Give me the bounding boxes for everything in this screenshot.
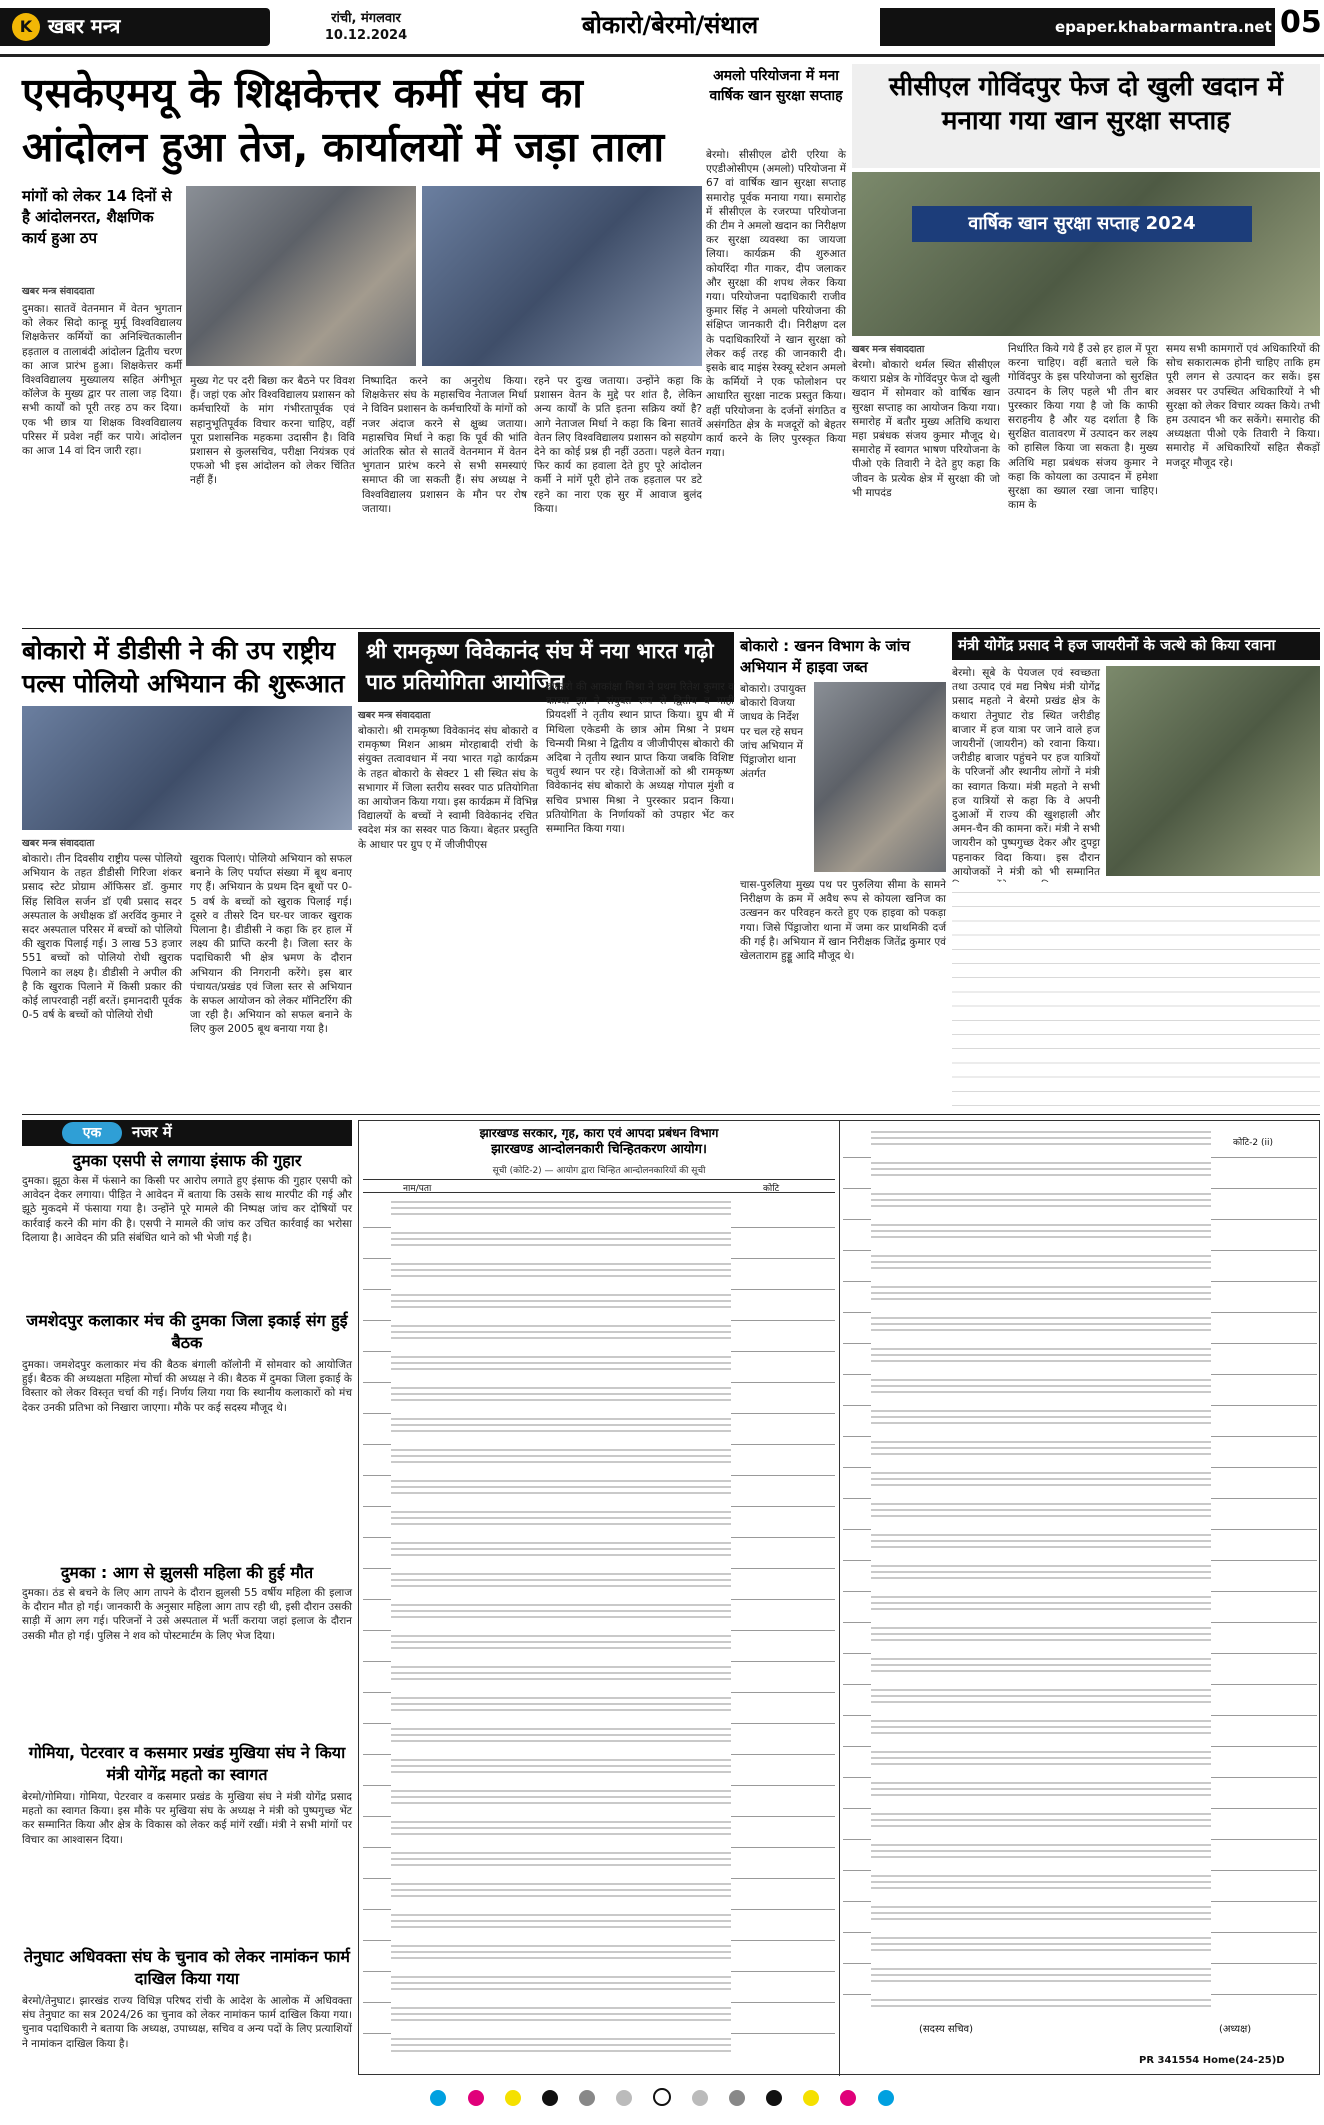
notice-col-name: नाम/पता bbox=[403, 1184, 432, 1194]
ramakrishna-para-1: बोकारो। श्री रामकृष्ण विवेकानंद संघ बोकारो व रामकृष्ण मिशन आश्रम मोरहाबादी रांची के संयुक्त तत्वावधान में नया भारत गढ़ो कार्यक्रम के तहत बोकारो के सेक्टर 1 सी स्थित संघ के सभागार में जिला स्तरीय सस्वर पाठ प्रतियोगिता का आयोजन किया गया। इस कार्यक्रम में विभिन्न विद्यालयों के बच्चों ने स्वामी विवेकानंद रचित स्वदेश मंत्र का सस्वर पाठ किया। बेहतर प्रस्तुति के आधार पर ग्रुप ए में जीजीपीएस bbox=[358, 725, 538, 851]
lead-byline: खबर मन्त्र संवाददाता bbox=[22, 286, 95, 297]
nazar-item-title: गोमिया, पेटरवार व कसमार प्रखंड मुखिया संघ ने किया मंत्री योगेंद्र महतो का स्वागत bbox=[28, 1743, 346, 1784]
nazar-item-body: दुमका। ठंड से बचने के लिए आग तापने के दौरान झुलसी 55 वर्षीय महिला की इलाज के दौरान मौत हो गई। जानकारी के अनुसार महिला आग ताप रही थी, इसी दौरान उसकी साड़ी में आग लग गई। परिजनों ने उसे अस्पताल में भर्ती कराया जहां इलाज के दौरान उसकी मौत हो गई। पुलिस ने शव को पोस्टमार्टम के लिए भेज दिया। bbox=[22, 1587, 352, 1642]
nazar-item-title: दुमका : आग से झुलसी महिला की हुई मौत bbox=[60, 1563, 314, 1582]
khanan-para-2: चास-पुरुलिया मुख्य पथ पर पुरुलिया सीमा के सामने निरीक्षण के क्रम में अवैध रूप से कोयला खनिज का उत्खनन कर परिवहन करते हुए एक हाइवा को पकड़ा गया। जिसे पिंड्राजोरा थाना में जमा कर प्राथमिकी दर्ज की गई है। अभियान में खान निरीक्षक जितेंद्र कुमार एवं खेलताराम हुड्डू आदि मौजूद थे। bbox=[740, 879, 946, 963]
khanan-para-1: बोकारो। उपायुक्त बोकारो विजया जाधव के निर्देश पर चल रहे सघन जांच अभियान में पिंड्राजोरा थाना अंतर्गत bbox=[740, 683, 806, 781]
ccl-photo-banner: वार्षिक खान सुरक्षा सप्ताह 2024 bbox=[912, 206, 1252, 242]
lead-photo-2 bbox=[422, 186, 702, 366]
lead-para-4: रहने पर दुःख जताया। उन्होंने कहा कि प्रशासन वेतन के मुद्दे पर शांत है, लेकिन अन्य कार्यों के प्रति इतना सक्रिय क्यों है? आगे नेताजल मिर्धा ने कहा कि बिना सातवें वेतन लिए विश्वविद्यालय प्रशासन को सहयोग देने का कोई प्रश्न ही नहीं उठता। पहले वेतन फिर कार्य का हवाला देते हुए पूरे आंदोलन कर्मी ने मांगें पूरी होने तक हड़ताल पर डटे रहने का नारा एक सुर में आवाज बुलंद किया। bbox=[534, 375, 702, 515]
logo-icon: K bbox=[12, 13, 40, 41]
masthead-bar-left bbox=[0, 8, 270, 46]
reg-dot bbox=[542, 2090, 558, 2106]
hajj-headline: मंत्री योगेंद्र प्रसाद ने हज जायरीनों के जत्थे को किया रवाना bbox=[958, 636, 1276, 654]
crosshair-icon bbox=[653, 2088, 671, 2106]
divider-row2 bbox=[22, 1114, 1320, 1115]
lead-para-1: दुमका। सातवें वेतनमान में वेतन भुगतान को लेकर सिदो कान्हू मुर्मू विश्वविद्यालय शिक्षकेत्तर कर्मियों का अनिश्चितकालीन हड़ताल व तालाबंदी आंदोलन द्वितीय चरण का आज प्रारंभ हुआ। शिक्षकेत्तर कर्मी विश्वविद्यालय मुख्यालय सहित अंगीभूत कॉलेज के मुख्य द्वार पर ताला जड़ दिया। सभी कार्यों को पूरी तरह ठप कर दिया। एक भी छात्र या शिक्षक विश्वविद्यालय परिसर में प्रवेश नहीं कर पाये। आंदोलन का आज 14 वां दिन जारी रहा। bbox=[22, 303, 182, 458]
reg-dot bbox=[803, 2090, 819, 2106]
issue-date: 10.12.2024 bbox=[324, 28, 408, 43]
notice-rows-left bbox=[363, 1197, 835, 2057]
nazar-item-body: बेरमो/गोमिया। गोमिया, पेटरवार व कसमार प्रखंड के मुखिया संघ ने मंत्री योगेंद्र प्रसाद महतो का स्वागत किया। इस मौके पर मुखिया संघ के अध्यक्ष ने मंत्री को पुष्पगुच्छ भेंट कर सम्मानित किया और क्षेत्र के विकास को लेकर कई मांगें रखीं। मंत्री ने सभी मांगों पर विचार का आश्वासन दिया। bbox=[22, 1791, 352, 1846]
reg-dot bbox=[505, 2090, 521, 2106]
reg-dot bbox=[430, 2090, 446, 2106]
ramakrishna-para-2: बोकारो की आकांक्षा मिश्रा ने प्रथम रितेश कुमार व काव्या झा ने संयुक्त रूप से द्वितीय व माही प्रियदर्शी ने तृतीय स्थान प्राप्त किया। ग्रुप बी में मिथिला एकेडमी के छात्र ओम मिश्रा ने प्रथम चिन्मयी मिश्रा ने द्वितीय व जीजीपीएस बोकारो की अदिबा ने तृतीय स्थान प्राप्त किया जबकि विशिष्ट चतुर्थ स्थान पर रहे। विजेताओं को श्री रामकृष्ण विवेकानंद संघ बोकारो के अध्यक्ष गोपाल मुंशी व सचिव प्रभास मिश्रा ने पुरस्कार प्रदान किया। प्रतियोगिता के निर्णायकों को उपहार भेंट कर सम्मानित किया गया। bbox=[546, 681, 734, 836]
notice-sign-left: (सदस्य सचिव) bbox=[919, 2024, 974, 2035]
khanan-headline: बोकारो : खनन विभाग के जांच अभियान में हाइवा जब्त bbox=[740, 637, 911, 676]
nazar-column bbox=[22, 1120, 352, 2075]
nazar-item-body: दुमका। झूठा केस में फंसाने का किसी पर आरोप लगाते हुए इंसाफ की गुहार एसपी को आवेदन देकर लगाया। पीड़ित ने आवेदन में बताया कि उसके साथ मारपीट की गई और झूठे मुकदमे में फंसाया गया है। उन्होंने पूरे मामले की निष्पक्ष जांच कर दोषियों पर कार्रवाई करने की मांग की है। एसपी ने मामले की जांच कर उचित कार्रवाई का भरोसा दिलाया है। आवेदन की प्रति संबंधित थाने को भी भेजी गई है। bbox=[22, 1175, 352, 1244]
govt-notice bbox=[358, 1120, 1320, 2075]
reg-dot bbox=[616, 2090, 632, 2106]
ccl-para-3: समय सभी कामगारों एवं अधिकारियों की सोच सकारात्मक होनी चाहिए ताकि हम पूरी लगन से उत्पादन कर सकें। इस अवसर पर उपस्थित अधिकारियों ने भी सुरक्षा को लेकर विचार व्यक्त किये। तभी हम उत्पादन भी कर सकेंगे। समारोह की अध्यक्षता पीओ एके तिवारी ने किया। समारोह में अधिकारियों सहित सैकड़ों मजदूर मौजूद रहे। bbox=[1166, 343, 1320, 469]
masthead bbox=[0, 0, 1324, 58]
lead-photo-1 bbox=[186, 186, 416, 366]
ccl-headline-box bbox=[852, 64, 1320, 168]
notice-header-row bbox=[363, 1179, 835, 1193]
amlo-headline: अमलो परियोजना में मना वार्षिक खान सुरक्षा सप्ताह bbox=[709, 68, 843, 104]
ramakrishna-headline: श्री रामकृष्ण विवेकानंद संघ में नया भारत गढ़ो पाठ प्रतियोगिता आयोजित bbox=[366, 639, 714, 694]
masthead-bar-right bbox=[880, 8, 1275, 46]
nazar-item-title: तेनुघाट अधिवक्ता संघ के चुनाव को लेकर नामांकन फार्म दाखिल किया गया bbox=[24, 1947, 350, 1988]
masthead-date bbox=[306, 10, 426, 50]
registration-marks bbox=[0, 2088, 1324, 2116]
polio-byline: खबर मन्त्र संवाददाता bbox=[22, 838, 95, 849]
polio-photo bbox=[22, 706, 352, 830]
polio-para-2: खुराक पिलाएं। पोलियो अभियान को सफल बनाने के लिए पर्याप्त संख्या में बूथ बनाए गए हैं। अभियान के प्रथम दिन बूथों पर 0-5 वर्ष के बच्चों को खुराक पिलाई गई। दूसरे व तीसरे दिन घर-घर जाकर खुराक पिलाना है। डीडीसी ने कहा कि हर हाल में लक्ष्य की प्राप्ति करनी है। जिला स्तर के पदाधिकारी भी क्षेत्र भ्रमण के दौरान अभियान की निगरानी करेंगे। इस बार पंचायत/प्रखंड एवं जिला स्तर से अभियान के सफल आयोजन को लेकर मॉनिटरिंग की जा रही है। अभियान को सफल बनाने के लिए कुल 2005 बूथ बनाया गया है। bbox=[190, 853, 352, 1036]
polio-para-1: बोकारो। तीन दिवसीय राष्ट्रीय पल्स पोलियो अभियान के तहत डीडीसी गिरिजा शंकर प्रसाद स्टेट प्रोग्राम ऑफिसर डॉ. कुमार सिंह सिविल सर्जन डॉ एबी प्रसाद सदर अस्पताल के अधीक्षक डॉ अरविंद कुमार ने सदर अस्पताल परिसर में बच्चों को पोलियो की खुराक पिलाई गई। 3 लाख 53 हजार 551 बच्चों को पोलियो रोधी खुराक पिलाने का लक्ष्य है। डीडीसी ने अपील की है कि खुराक पिलाने में किसी प्रकार की कोई लापरवाही नहीं बरतें। इमानदारी पूर्वक 0-5 वर्ष के बच्चों को पोलियो रोधी bbox=[22, 853, 182, 1022]
nazar-item-title: जमशेदपुर कलाकार मंच की दुमका जिला इकाई संग हुई बैठक bbox=[26, 1311, 348, 1352]
notice-title-1: झारखण्ड सरकार, गृह, कारा एवं आपदा प्रबंधन विभाग bbox=[479, 1126, 719, 1140]
amlo-body: बेरमो। सीसीएल ढोरी एरिया के एएडीओसीएम (अमलो) परियोजना में 67 वां वार्षिक खान सुरक्षा सप्ताह समारोह पूर्वक मनाया गया। समारोह में सीसीएल के रजरप्पा परियोजना की टीम ने अमलो खदान का निरीक्षण कर सुरक्षा व्यवस्था का जायजा लिया। कार्यक्रम की शुरुआत कोयरिंदा गीत गाकर, दीप जलाकर और सुरक्षा की शपथ लेकर किया गया। परियोजना पदाधिकारी राजीव कुमार सिंह ने अमलो परियोजना की संक्षिप्त जानकारी दी। निरीक्षण दल के पदाधिकारियों ने खान सुरक्षा को लेकर कई तरह की जानकारी दी। इसके बाद माइंस रेस्क्यू स्टेशन अमलो के कर्मियों ने एक फोलोशन पर आधारित सुरक्षा नाटक प्रस्तुत किया। वहीं परियोजना के दर्जनों संगठित व असंगठित क्षेत्र के मजदूरों को बेहतर कार्य करने के लिए पुरस्कृत किया गया। bbox=[706, 149, 846, 460]
notice-footer: PR 341554 Home(24-25)D bbox=[1139, 2055, 1285, 2066]
lead-kicker: मांगों को लेकर 14 दिनों से है आंदोलनरत, शैक्षणिक कार्य हुआ ठप bbox=[22, 187, 172, 247]
notice-title-2: झारखण्ड आन्दोलनकारी चिन्हितकरण आयोग। bbox=[491, 1142, 707, 1157]
notice-subtitle: सूची (कोटि-2) — आयोग द्वारा चिन्हित आन्दोलनकारियों की सूची bbox=[492, 1166, 706, 1176]
lead-para-2: मुख्य गेट पर दरी बिछा कर बैठने पर विवश हैं। जहां एक ओर विश्वविद्यालय प्रशासन को कर्मचारियों के मांग गंभीरतापूर्वक एवं सहानुभूतिपूर्वक विचार करना चाहिए, वहीं पूरा प्रशासनिक महकमा उदासीन है। विवि प्रशासन से कुलसचिव, परीक्षा नियंत्रक एवं एफओ भी इस आंदोलन को लेकर चिंतित नहीं हैं। bbox=[190, 375, 355, 487]
reg-dot bbox=[729, 2090, 745, 2106]
epaper-url[interactable]: epaper.khabarmantra.net bbox=[1055, 18, 1272, 36]
reg-dot bbox=[692, 2090, 708, 2106]
reg-dot bbox=[579, 2090, 595, 2106]
ccl-byline: खबर मन्त्र संवाददाता bbox=[852, 344, 925, 355]
notice-rows-right bbox=[843, 1127, 1317, 2007]
ccl-para-2: निर्धारित किये गये हैं उसे हर हाल में पूरा करना चाहिए। वहीं बताते चले कि गोविंदपुर के इस परियोजना को सुरक्षित उत्पादन के लिए पहले भी तीन बार पुरस्कार किया गया है जो कि काफी सराहनीय है और यह दर्शाता है कि सुरक्षित वातावरण में उत्पादन कर लक्ष्य को हासिल किया जा सकता है। मुख्य अतिथि महा प्रबंधक संजय कुमार ने कहा कि कोयला का उत्पादन में हमेशा सुरक्षा का ख्याल रखा जाना चाहिए। काम के bbox=[1008, 343, 1158, 512]
city-day: रांची, मंगलवार bbox=[331, 11, 401, 26]
divider-row1 bbox=[22, 628, 1320, 629]
masthead-rule bbox=[0, 54, 1324, 57]
ramakrishna-byline: खबर मन्त्र संवाददाता bbox=[358, 710, 431, 721]
hajj-body-cont bbox=[952, 882, 1320, 1110]
section-title: बोकारो/बेरमो/संथाल bbox=[581, 11, 759, 39]
nazar-label bbox=[22, 1120, 352, 1146]
polio-headline: बोकारो में डीडीसी ने की उप राष्ट्रीय पल्स पोलियो अभियान की शुरूआत bbox=[22, 636, 345, 698]
ccl-headline: सीसीएल गोविंदपुर फेज दो खुली खदान में मनाया गया खान सुरक्षा सप्ताह bbox=[888, 72, 1283, 136]
notice-category-cell: कोटि-2 (ii) bbox=[1233, 1138, 1273, 1148]
nazar-item-title: दुमका एसपी से लगाया इंसाफ की गुहार bbox=[72, 1151, 302, 1170]
hajj-photo bbox=[1106, 666, 1320, 876]
logo-text: खबर मन्त्र bbox=[48, 14, 121, 38]
notice-text-left bbox=[391, 1197, 731, 2057]
nazar-item-body: दुमका। जमशेदपुर कलाकार मंच की बैठक बंगाली कॉलोनी में सोमवार को आयोजित हुई। बैठक की अध्यक्षता महिला मोर्चा की अध्यक्ष ने की। बैठक में दुमका जिला इकाई के विस्तार को लेकर विस्तृत चर्चा की गई। निर्णय लिया गया कि स्थानीय कलाकारों को मंच देकर उनकी प्रतिभा को निखारा जाएगा। मौके पर कई सदस्य मौजूद थे। bbox=[22, 1359, 352, 1414]
nazar-label-ek: एक bbox=[62, 1122, 122, 1144]
ccl-photo bbox=[852, 172, 1320, 336]
reg-dot bbox=[766, 2090, 782, 2106]
page-number: 05 bbox=[1280, 5, 1322, 40]
lead-headline: एसकेएमयू के शिक्षकेत्तर कर्मी संघ का आंदोलन हुआ तेज, कार्यालयों में जड़ा ताला bbox=[22, 69, 665, 171]
reg-dot bbox=[878, 2090, 894, 2106]
ccl-para-1: बेरमो। बोकारो थर्मल स्थित सीसीएल कथारा प्रक्षेत्र के गोविंदपुर फेज दो खुली खदान में सोमवार को वार्षिक खान सुरक्षा सप्ताह का आयोजन किया गया। समारोह में बतौर मुख्य अतिथि कथारा महा प्रबंधक संजय कुमार मौजूद थे। समारोह में स्वागत भाषण परियोजना के पीओ एके तिवारी ने देते हुए कहा कि जीवन के प्रत्येक क्षेत्र में सुरक्षा की जो भी मापदंड bbox=[852, 359, 1000, 499]
hajj-body: बेरमो। सूबे के पेयजल एवं स्वच्छता तथा उत्पाद एवं मद्य निषेध मंत्री योगेंद्र प्रसाद महतो ने बेरमो प्रखंड क्षेत्र के कथारा तेनुघाट रोड स्थित जरीडीह बाजार में हज यात्रा पर जाने वाले हज जायरीनों (जायरीन) को रवाना किया। जरीडीह बाजार पहुंचने पर हज यात्रियों के परिजनों और स्थानीय लोगों ने मंत्री का स्वागत किया। मंत्री महतो ने सभी हज यात्रियों से कहा कि वे अपनी दुआओं में राज्य की खुशहाली और अमन-चैन की कामना करें। मंत्री ने सभी जायरीन को पुष्पगुच्छ देकर और दुपट्टा पहनाकर विदा किया। इस दौरान आयोजकों ने मंत्री को भी सम्मानित bbox=[952, 667, 1100, 878]
hajj-headline-box bbox=[952, 632, 1320, 660]
nazar-item-body: बेरमो/तेनुघाट। झारखंड राज्य विधिज्ञ परिषद रांची के आदेश के आलोक में अधिवक्ता संघ तेनुघाट का सत्र 2024/26 का चुनाव को लेकर नामांकन फार्म दाखिल किया गया। चुनाव पदाधिकारी ने बताया कि अध्यक्ष, उपाध्यक्ष, सचिव व अन्य पदों के लिए प्रत्याशियों ने नामांकन दाखिल किया है। bbox=[22, 1995, 352, 2050]
khanan-photo bbox=[814, 682, 946, 872]
notice-sign-right: (अध्यक्ष) bbox=[1219, 2024, 1252, 2035]
lead-para-3: निष्पादित करने का अनुरोध किया। शिक्षकेत्तर संघ के महासचिव नेताजल मिर्धा ने विविन प्रशासन के कर्मचारियों के मांगों को नजर अंदाज करने से क्षुब्ध जताया। महासचिव मिर्धा ने कहा कि पूर्व की भांति आंतरिक स्रोत से सातवें वेतनमान में वेतन भुगतान प्रारंभ करने से सभी समस्याएं समाप्त की जा सकती हैं। संघ अध्यक्ष ने विश्वविद्यालय प्रशासन के मौन पर रोष जताया। bbox=[362, 375, 527, 515]
reg-dot bbox=[840, 2090, 856, 2106]
notice-col-category: कोटि bbox=[763, 1184, 780, 1194]
reg-dot bbox=[468, 2090, 484, 2106]
notice-text-right bbox=[871, 1127, 1211, 2007]
nazar-label-title: नजर में bbox=[132, 1123, 172, 1141]
notice-divider bbox=[839, 1121, 840, 2076]
